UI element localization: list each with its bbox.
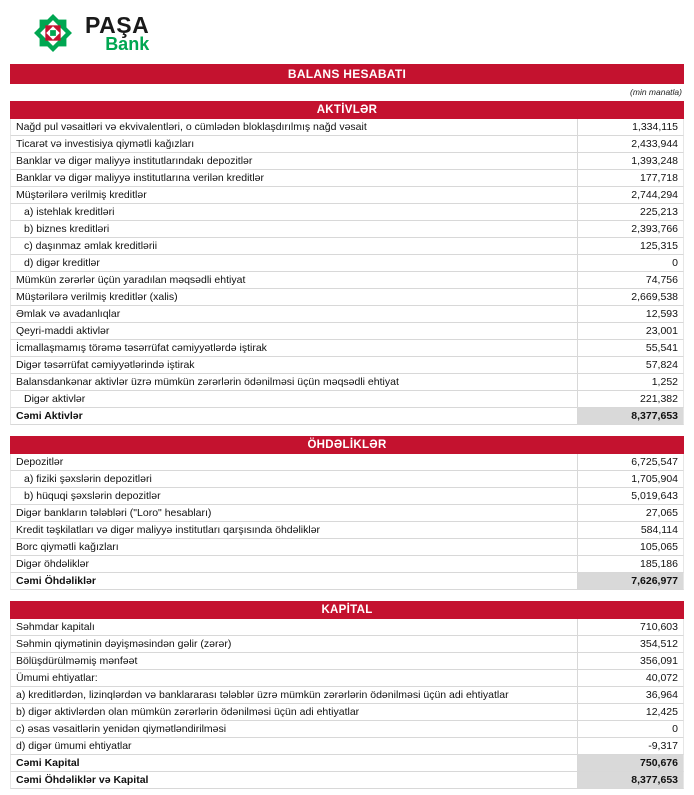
row-label: a) kreditlərdən, lizinqlərdən və banklararası tələblər üzrə mümkün zərərlərin ödənilməsi üçün adi ehtiyatlar xyxy=(16,689,509,701)
row-label: a) istehlak kreditləri xyxy=(24,206,115,218)
row-value: 225,213 xyxy=(577,204,683,220)
bank-name-bottom: Bank xyxy=(105,33,150,54)
row-label: Nağd pul vəsaitləri və ekvivalentləri, o cümlədən bloklaşdırılmış nağd vəsait xyxy=(16,121,367,133)
row-label: Depozitlər xyxy=(16,456,64,468)
row-value: 750,676 xyxy=(577,755,683,771)
table-row xyxy=(10,522,684,539)
table-row xyxy=(10,488,684,505)
row-value: 710,603 xyxy=(577,619,683,635)
row-value: 2,744,294 xyxy=(577,187,683,203)
row-label: Ticarət və investisiya qiymətli kağızları xyxy=(16,138,195,150)
row-label: Digər öhdəliklər xyxy=(16,558,89,570)
row-label: Bölüşdürülməmiş mənfəət xyxy=(16,655,138,667)
row-value: 12,593 xyxy=(577,306,683,322)
row-label: Digər aktivlər xyxy=(24,393,86,405)
row-value: 1,252 xyxy=(577,374,683,390)
pasha-bank-emblem-icon xyxy=(30,10,76,56)
table-row xyxy=(10,772,684,789)
row-value: 2,393,766 xyxy=(577,221,683,237)
row-value: 7,626,977 xyxy=(577,573,683,589)
row-label: b) digər aktivlərdən olan mümkün zərərlərin ödənilməsi üçün adi ehtiyatlar xyxy=(16,706,360,718)
report-title: BALANS HESABATI xyxy=(10,64,684,84)
row-value: 221,382 xyxy=(577,391,683,407)
row-label: İcmallaşmamış törəmə təsərrüfat cəmiyyətlərdə iştirak xyxy=(16,342,267,354)
table-row xyxy=(10,687,684,704)
row-value: 356,091 xyxy=(577,653,683,669)
row-label: Cəmi Öhdəliklər və Kapital xyxy=(16,774,149,786)
row-value: 185,186 xyxy=(577,556,683,572)
section-kapital xyxy=(10,601,684,789)
table-row xyxy=(10,289,684,306)
row-value: 0 xyxy=(577,255,683,271)
row-label: b) hüquqi şəxslərin depozitlər xyxy=(24,490,161,502)
table-row xyxy=(10,704,684,721)
table-row xyxy=(10,323,684,340)
table-row xyxy=(10,539,684,556)
row-value: -9,317 xyxy=(577,738,683,754)
row-value: 27,065 xyxy=(577,505,683,521)
row-label: Ümumi ehtiyatlar: xyxy=(16,672,98,684)
table-row xyxy=(10,408,684,425)
table-row xyxy=(10,391,684,408)
row-value: 0 xyxy=(577,721,683,737)
table-row xyxy=(10,636,684,653)
table-row xyxy=(10,738,684,755)
row-label: Kredit təşkilatları və digər maliyyə institutları qarşısında öhdəliklər xyxy=(16,524,321,536)
row-label: Borc qiymətli kağızları xyxy=(16,541,119,553)
row-label: Qeyri-maddi aktivlər xyxy=(16,325,110,337)
row-label: c) əsas vəsaitlərin yenidən qiymətləndirilməsi xyxy=(16,723,227,735)
row-value: 36,964 xyxy=(577,687,683,703)
table-row xyxy=(10,357,684,374)
table-row xyxy=(10,187,684,204)
table-row xyxy=(10,573,684,590)
row-value: 2,433,944 xyxy=(577,136,683,152)
row-value: 40,072 xyxy=(577,670,683,686)
table-row xyxy=(10,374,684,391)
row-label: Digər bankların tələbləri ("Loro" hesabları) xyxy=(16,507,212,519)
row-value: 57,824 xyxy=(577,357,683,373)
row-label: Balansdankənar aktivlər üzrə mümkün zərərlərin ödənilməsi üçün məqsədli ehtiyat xyxy=(16,376,399,388)
row-value: 177,718 xyxy=(577,170,683,186)
row-value: 1,393,248 xyxy=(577,153,683,169)
table-row xyxy=(10,721,684,738)
table-row xyxy=(10,170,684,187)
row-value: 5,019,643 xyxy=(577,488,683,504)
section-header: AKTİVLƏR xyxy=(10,101,684,119)
row-label: Cəmi Öhdəliklər xyxy=(16,575,96,587)
row-value: 12,425 xyxy=(577,704,683,720)
table-row xyxy=(10,340,684,357)
section-header: ÖHDƏLİKLƏR xyxy=(10,436,684,454)
bank-name-top: PAŞA xyxy=(85,11,150,38)
table-row xyxy=(10,238,684,255)
row-label: Digər təsərrüfat cəmiyyətlərində iştirak xyxy=(16,359,195,371)
table-row xyxy=(10,204,684,221)
row-label: Müştərilərə verilmiş kreditlər (xalis) xyxy=(16,291,178,303)
row-value: 8,377,653 xyxy=(577,772,683,788)
row-label: Müştərilərə verilmiş kreditlər xyxy=(16,189,147,201)
table-row xyxy=(10,255,684,272)
table-row xyxy=(10,653,684,670)
row-value: 125,315 xyxy=(577,238,683,254)
table-row xyxy=(10,619,684,636)
bank-logo xyxy=(10,8,684,64)
row-label: d) digər ümumi ehtiyatlar xyxy=(16,740,132,752)
row-label: Mümkün zərərlər üçün yaradılan məqsədli ehtiyat xyxy=(16,274,246,286)
table-row xyxy=(10,119,684,136)
row-label: Cəmi Kapital xyxy=(16,757,80,769)
table-row xyxy=(10,505,684,522)
row-label: a) fiziki şəxslərin depozitləri xyxy=(24,473,152,485)
row-label: Səhmdar kapitalı xyxy=(16,621,95,633)
table-row xyxy=(10,153,684,170)
balance-sections xyxy=(10,101,684,789)
row-label: Səhmin qiymətinin dəyişməsindən gəlir (zərər) xyxy=(16,638,232,650)
row-label: Cəmi Aktivlər xyxy=(16,410,83,422)
section-ohdelikler xyxy=(10,436,684,590)
row-value: 1,334,115 xyxy=(577,119,683,135)
row-label: b) biznes kreditləri xyxy=(24,223,110,235)
row-value: 1,705,904 xyxy=(577,471,683,487)
row-label: Əmlak və avadanlıqlar xyxy=(16,308,121,320)
table-row xyxy=(10,454,684,471)
row-value: 55,541 xyxy=(577,340,683,356)
table-row xyxy=(10,136,684,153)
row-label: Banklar və digər maliyyə institutlarına verilən kreditlər xyxy=(16,172,265,184)
row-value: 105,065 xyxy=(577,539,683,555)
row-label: c) daşınmaz əmlak kreditlərii xyxy=(24,240,158,252)
row-value: 584,114 xyxy=(577,522,683,538)
table-row xyxy=(10,556,684,573)
row-label: Banklar və digər maliyyə institutlarındakı depozitlər xyxy=(16,155,253,167)
row-value: 23,001 xyxy=(577,323,683,339)
table-row xyxy=(10,755,684,772)
section-header: KAPİTAL xyxy=(10,601,684,619)
table-row xyxy=(10,272,684,289)
row-value: 74,756 xyxy=(577,272,683,288)
row-value: 2,669,538 xyxy=(577,289,683,305)
unit-note: (min manatla) xyxy=(630,87,682,97)
table-row xyxy=(10,670,684,687)
row-label: d) digər kreditlər xyxy=(24,257,100,269)
table-row xyxy=(10,306,684,323)
section-aktivler xyxy=(10,101,684,425)
row-value: 6,725,547 xyxy=(577,454,683,470)
table-row xyxy=(10,221,684,238)
row-value: 8,377,653 xyxy=(577,408,683,424)
table-row xyxy=(10,471,684,488)
row-value: 354,512 xyxy=(577,636,683,652)
bank-logo-text xyxy=(85,11,150,54)
